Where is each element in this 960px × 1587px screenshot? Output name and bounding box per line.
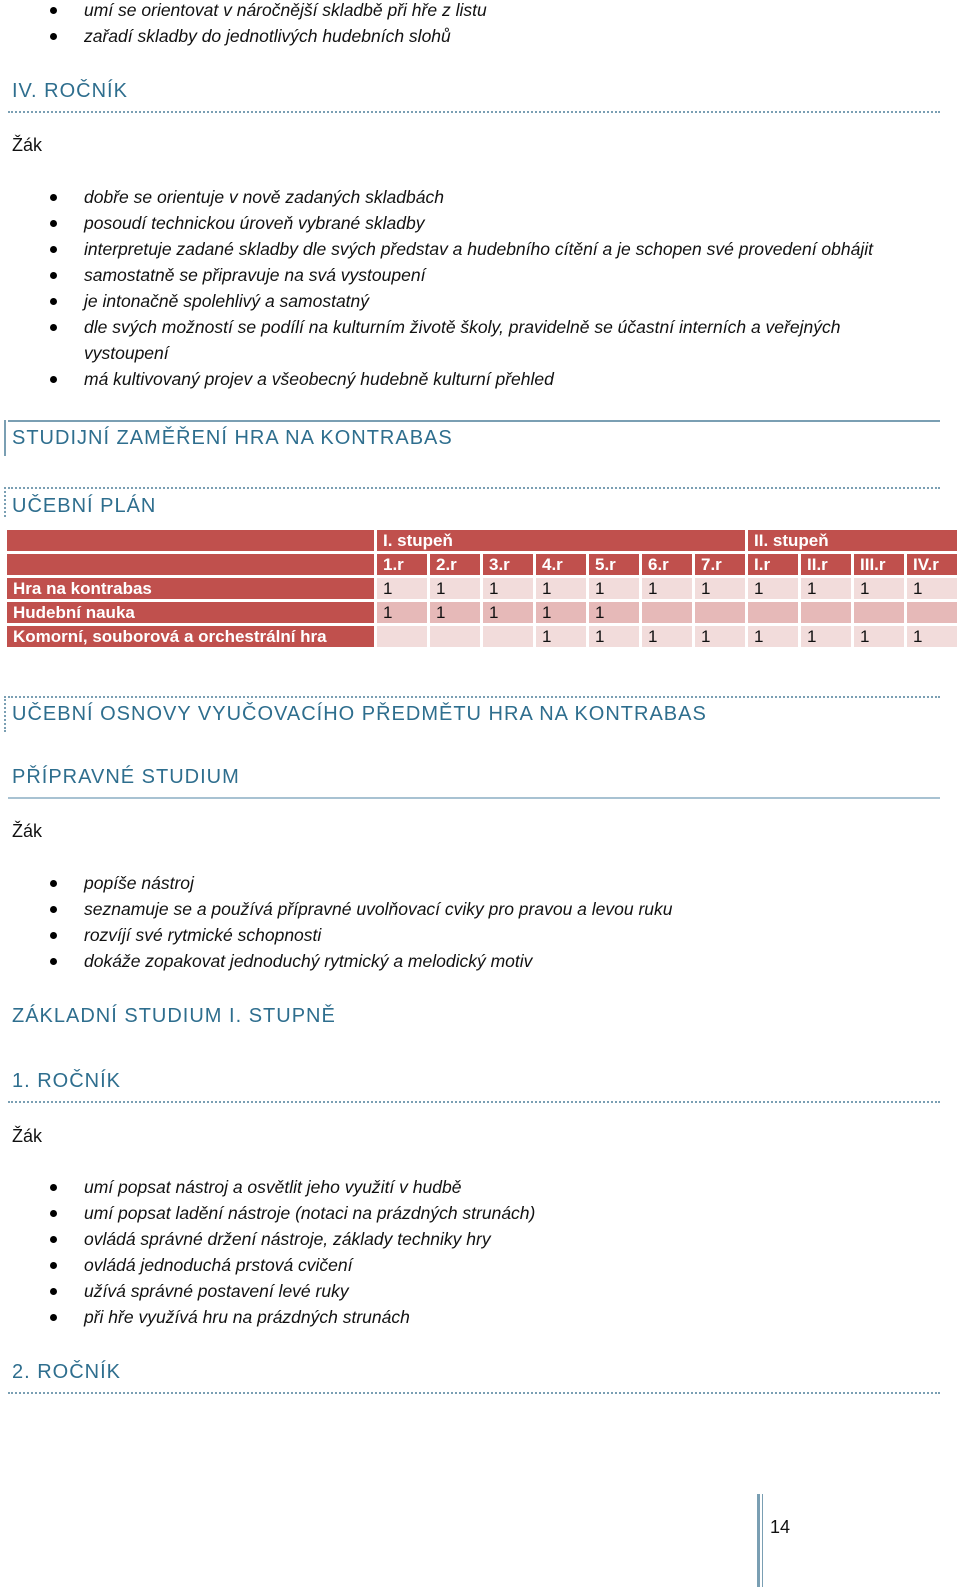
- lesson-count-cell: 1: [854, 626, 904, 647]
- year-header: IV.r: [907, 554, 957, 575]
- list-item: posoudí technickou úroveň vybrané skladby: [46, 210, 944, 236]
- list-item: zařadí skladby do jednotlivých hudebních slohů: [46, 23, 944, 49]
- lesson-count-cell: 1: [695, 626, 745, 647]
- lesson-count-cell: 1: [801, 578, 851, 599]
- section-heading-rocnik-4: IV. ROČNÍK: [12, 80, 128, 102]
- table-row: [7, 626, 957, 647]
- heading-underline: [8, 1392, 940, 1394]
- lesson-count-cell: [377, 626, 427, 647]
- list-item: užívá správné postavení levé ruky: [46, 1278, 944, 1304]
- lesson-count-cell: 1: [589, 602, 639, 623]
- year-header: 1.r: [377, 554, 427, 575]
- table-header-row-stages: [7, 530, 957, 551]
- lesson-count-cell: [642, 602, 692, 623]
- lesson-count-cell: 1: [907, 578, 957, 599]
- year-header: 4.r: [536, 554, 586, 575]
- lesson-count-cell: 1: [748, 626, 798, 647]
- table-corner: [7, 530, 374, 551]
- year-header: III.r: [854, 554, 904, 575]
- heading-underline: [8, 111, 940, 113]
- year-header: 7.r: [695, 554, 745, 575]
- list-item: samostatně se připravuje na svá vystoupení: [46, 262, 944, 288]
- year-header: 6.r: [642, 554, 692, 575]
- syllabus-heading: UČEBNÍ OSNOVY VYUČOVACÍHO PŘEDMĚTU HRA NA KONTRABAS: [12, 703, 707, 725]
- stage-2-header: II. stupeň: [748, 530, 957, 551]
- curriculum-plan-heading: UČEBNÍ PLÁN: [12, 495, 157, 517]
- zak-label: Žák: [12, 1126, 43, 1146]
- lesson-count-cell: 1: [589, 578, 639, 599]
- list-item: má kultivovaný projev a všeobecný hudebně kulturní přehled: [46, 366, 944, 392]
- lesson-count-cell: 1: [589, 626, 639, 647]
- lesson-count-cell: 1: [642, 626, 692, 647]
- lesson-count-cell: 1: [642, 578, 692, 599]
- preparatory-study-heading: PŘÍPRAVNÉ STUDIUM: [12, 766, 240, 788]
- rocnik-4-outcomes-list: [46, 184, 944, 392]
- subject-name: Hudební nauka: [7, 602, 374, 623]
- lesson-count-cell: 1: [377, 602, 427, 623]
- lesson-count-cell: 1: [536, 602, 586, 623]
- zak-label: Žák: [12, 135, 43, 155]
- year-header: 5.r: [589, 554, 639, 575]
- table-header-row-years: [7, 554, 957, 575]
- list-item: interpretuje zadané skladby dle svých představ a hudebního cítění a je schopen své provedení obhájit: [46, 236, 944, 262]
- lesson-count-cell: 1: [377, 578, 427, 599]
- lesson-count-cell: 1: [801, 626, 851, 647]
- lesson-count-cell: 1: [483, 578, 533, 599]
- list-item: umí se orientovat v náročnější skladbě při hře z listu: [46, 0, 944, 23]
- title-frame-top: [8, 420, 940, 422]
- lesson-count-cell: 1: [695, 578, 745, 599]
- lesson-count-cell: 1: [483, 602, 533, 623]
- year-header: II.r: [801, 554, 851, 575]
- preparatory-outcomes-list: [46, 870, 944, 974]
- lesson-count-cell: 1: [907, 626, 957, 647]
- section-heading-rocnik-2: 2. ROČNÍK: [12, 1361, 122, 1383]
- heading-overline: [8, 487, 940, 489]
- heading-underline: [8, 1101, 940, 1103]
- list-item: umí popsat ladění nástroje (notaci na prázdných strunách): [46, 1200, 944, 1226]
- page-number-bar-thin: [762, 1494, 763, 1587]
- page-number-bar: [757, 1494, 760, 1587]
- heading-overline: [8, 696, 940, 698]
- lesson-count-cell: [854, 602, 904, 623]
- zak-label: Žák: [12, 821, 43, 841]
- year-header: 2.r: [430, 554, 480, 575]
- basic-study-heading: ZÁKLADNÍ STUDIUM I. STUPNĚ: [12, 1005, 336, 1027]
- heading-left-mark: [4, 696, 6, 732]
- lesson-count-cell: [695, 602, 745, 623]
- list-item: umí popsat nástroj a osvětlit jeho využití v hudbě: [46, 1174, 944, 1200]
- heading-left-mark: [4, 487, 6, 517]
- list-item: popíše nástroj: [46, 870, 944, 896]
- year-header: 3.r: [483, 554, 533, 575]
- list-item: je intonačně spolehlivý a samostatný: [46, 288, 944, 314]
- list-item: ovládá jednoduchá prstová cvičení: [46, 1252, 944, 1278]
- list-item: seznamuje se a používá přípravné uvolňovací cviky pro pravou a levou ruku: [46, 896, 944, 922]
- lesson-count-cell: [907, 602, 957, 623]
- lesson-count-cell: [801, 602, 851, 623]
- lesson-count-cell: 1: [536, 578, 586, 599]
- section-heading-rocnik-1: 1. ROČNÍK: [12, 1070, 122, 1092]
- top-bullet-list: [46, 0, 944, 49]
- lesson-count-cell: 1: [430, 578, 480, 599]
- year-header: I.r: [748, 554, 798, 575]
- subject-name: Hra na kontrabas: [7, 578, 374, 599]
- list-item: při hře využívá hru na prázdných strunách: [46, 1304, 944, 1330]
- table-row: [7, 602, 957, 623]
- lesson-count-cell: 1: [536, 626, 586, 647]
- lesson-count-cell: [483, 626, 533, 647]
- lesson-count-cell: [748, 602, 798, 623]
- study-focus-title: STUDIJNÍ ZAMĚŘENÍ HRA NA KONTRABAS: [12, 427, 453, 449]
- rocnik-1-outcomes-list: [46, 1174, 944, 1330]
- lesson-count-cell: 1: [430, 602, 480, 623]
- table-row: [7, 578, 957, 599]
- list-item: rozvíjí své rytmické schopnosti: [46, 922, 944, 948]
- lesson-count-cell: 1: [854, 578, 904, 599]
- table-corner: [7, 554, 374, 575]
- subject-name: Komorní, souborová a orchestrální hra: [7, 626, 374, 647]
- list-item: dle svých možností se podílí na kulturním životě školy, pravidelně se účastní interních a veřejných vystoupení: [46, 314, 904, 366]
- list-item: dokáže zopakovat jednoduchý rytmický a melodický motiv: [46, 948, 944, 974]
- page-number: 14: [770, 1517, 791, 1537]
- lesson-count-cell: [430, 626, 480, 647]
- title-frame-left: [4, 420, 6, 456]
- curriculum-table: [4, 527, 960, 650]
- list-item: dobře se orientuje v nově zadaných skladbách: [46, 184, 944, 210]
- list-item: ovládá správné držení nástroje, základy techniky hry: [46, 1226, 944, 1252]
- heading-underline: [8, 797, 940, 799]
- stage-1-header: I. stupeň: [377, 530, 745, 551]
- lesson-count-cell: 1: [748, 578, 798, 599]
